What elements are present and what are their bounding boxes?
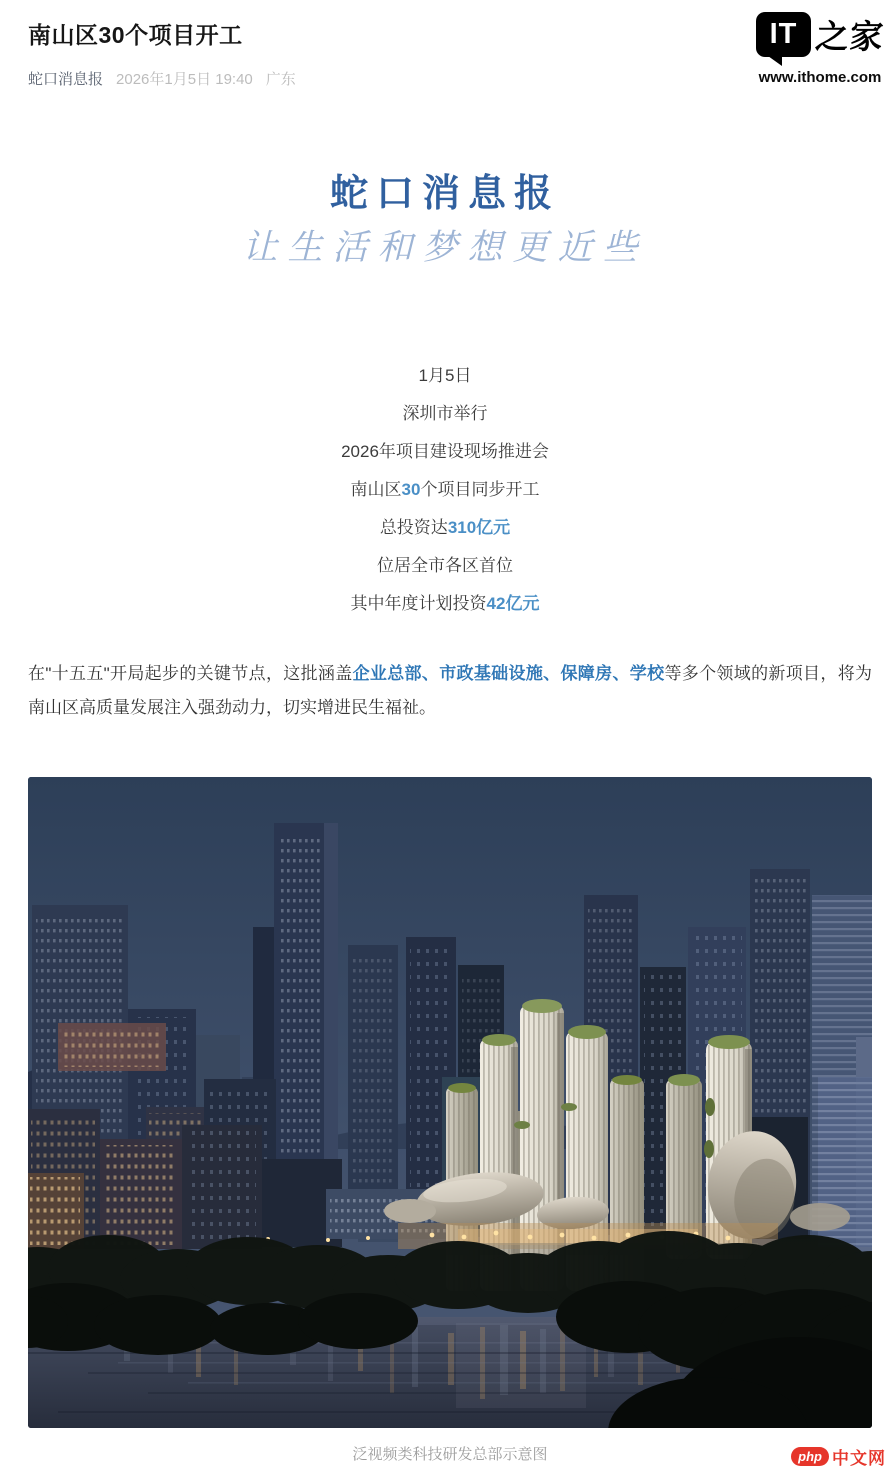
stats-line: 1月5日 — [418, 366, 472, 385]
stat-highlight: 42亿元 — [486, 594, 540, 613]
stats-line: 其中年度计划投资42亿元 — [350, 594, 540, 613]
ithome-it-icon — [756, 12, 811, 57]
article-header — [0, 0, 890, 89]
keyword-highlight: 保障房、 — [560, 664, 630, 683]
skyline-svg — [28, 777, 872, 1428]
body-paragraph — [28, 657, 872, 725]
banner-subtitle: 让生活和梦想更近些 — [242, 228, 648, 267]
stats-line: 南山区30个项目同步开工 — [350, 480, 540, 499]
stats-line: 位居全市各区首位 — [377, 556, 513, 575]
keyword-highlight: 市政基础设施、 — [439, 664, 561, 683]
shekou-news-banner — [0, 171, 890, 270]
paragraph-text: 等多个领域的新项目，将为南山区高质量发展注入强劲动力，切实增进民生福祉。 — [28, 664, 873, 717]
article-meta — [28, 68, 740, 89]
speech-bubble-tail-icon — [768, 56, 782, 66]
ithome-zhijia-glyph: 之家 — [813, 16, 886, 56]
paragraph-text: 在"十五五"开局起步的关键节点，这批涵盖 — [28, 664, 353, 683]
ithome-logo — [752, 8, 888, 86]
publish-location: 广东 — [265, 71, 296, 88]
stats-line: 深圳市举行 — [402, 404, 488, 423]
ithome-logo-row — [752, 8, 888, 60]
stats-line: 总投资达310亿元 — [379, 518, 511, 537]
stat-highlight: 310亿元 — [447, 518, 511, 537]
ithome-it-text: IT — [769, 17, 798, 50]
stats-line: 2026年项目建设现场推进会 — [341, 442, 549, 461]
php-cn-watermark — [791, 1444, 886, 1469]
source-account-link[interactable]: 蛇口消息报 — [28, 71, 104, 88]
ithome-url: www.ithome.com — [758, 69, 882, 86]
php-badge-icon: php — [791, 1447, 829, 1466]
keyword-highlight: 企业总部、 — [352, 664, 440, 683]
stats-block — [0, 357, 890, 623]
publish-date: 2026年1月5日 19:40 — [116, 71, 253, 88]
keyword-highlight: 学校 — [629, 664, 665, 683]
banner-title: 蛇口消息报 — [329, 173, 560, 215]
image-caption: 泛视频类科技研发总部示意图 — [352, 1446, 548, 1463]
skyline-rendering-image[interactable] — [28, 777, 872, 1428]
php-cn-watermark-text: 中文网 — [832, 1449, 886, 1468]
stat-highlight: 30 — [401, 480, 421, 499]
page-title: 南山区30个项目开工 — [28, 22, 243, 48]
figure-footer — [0, 1443, 890, 1473]
